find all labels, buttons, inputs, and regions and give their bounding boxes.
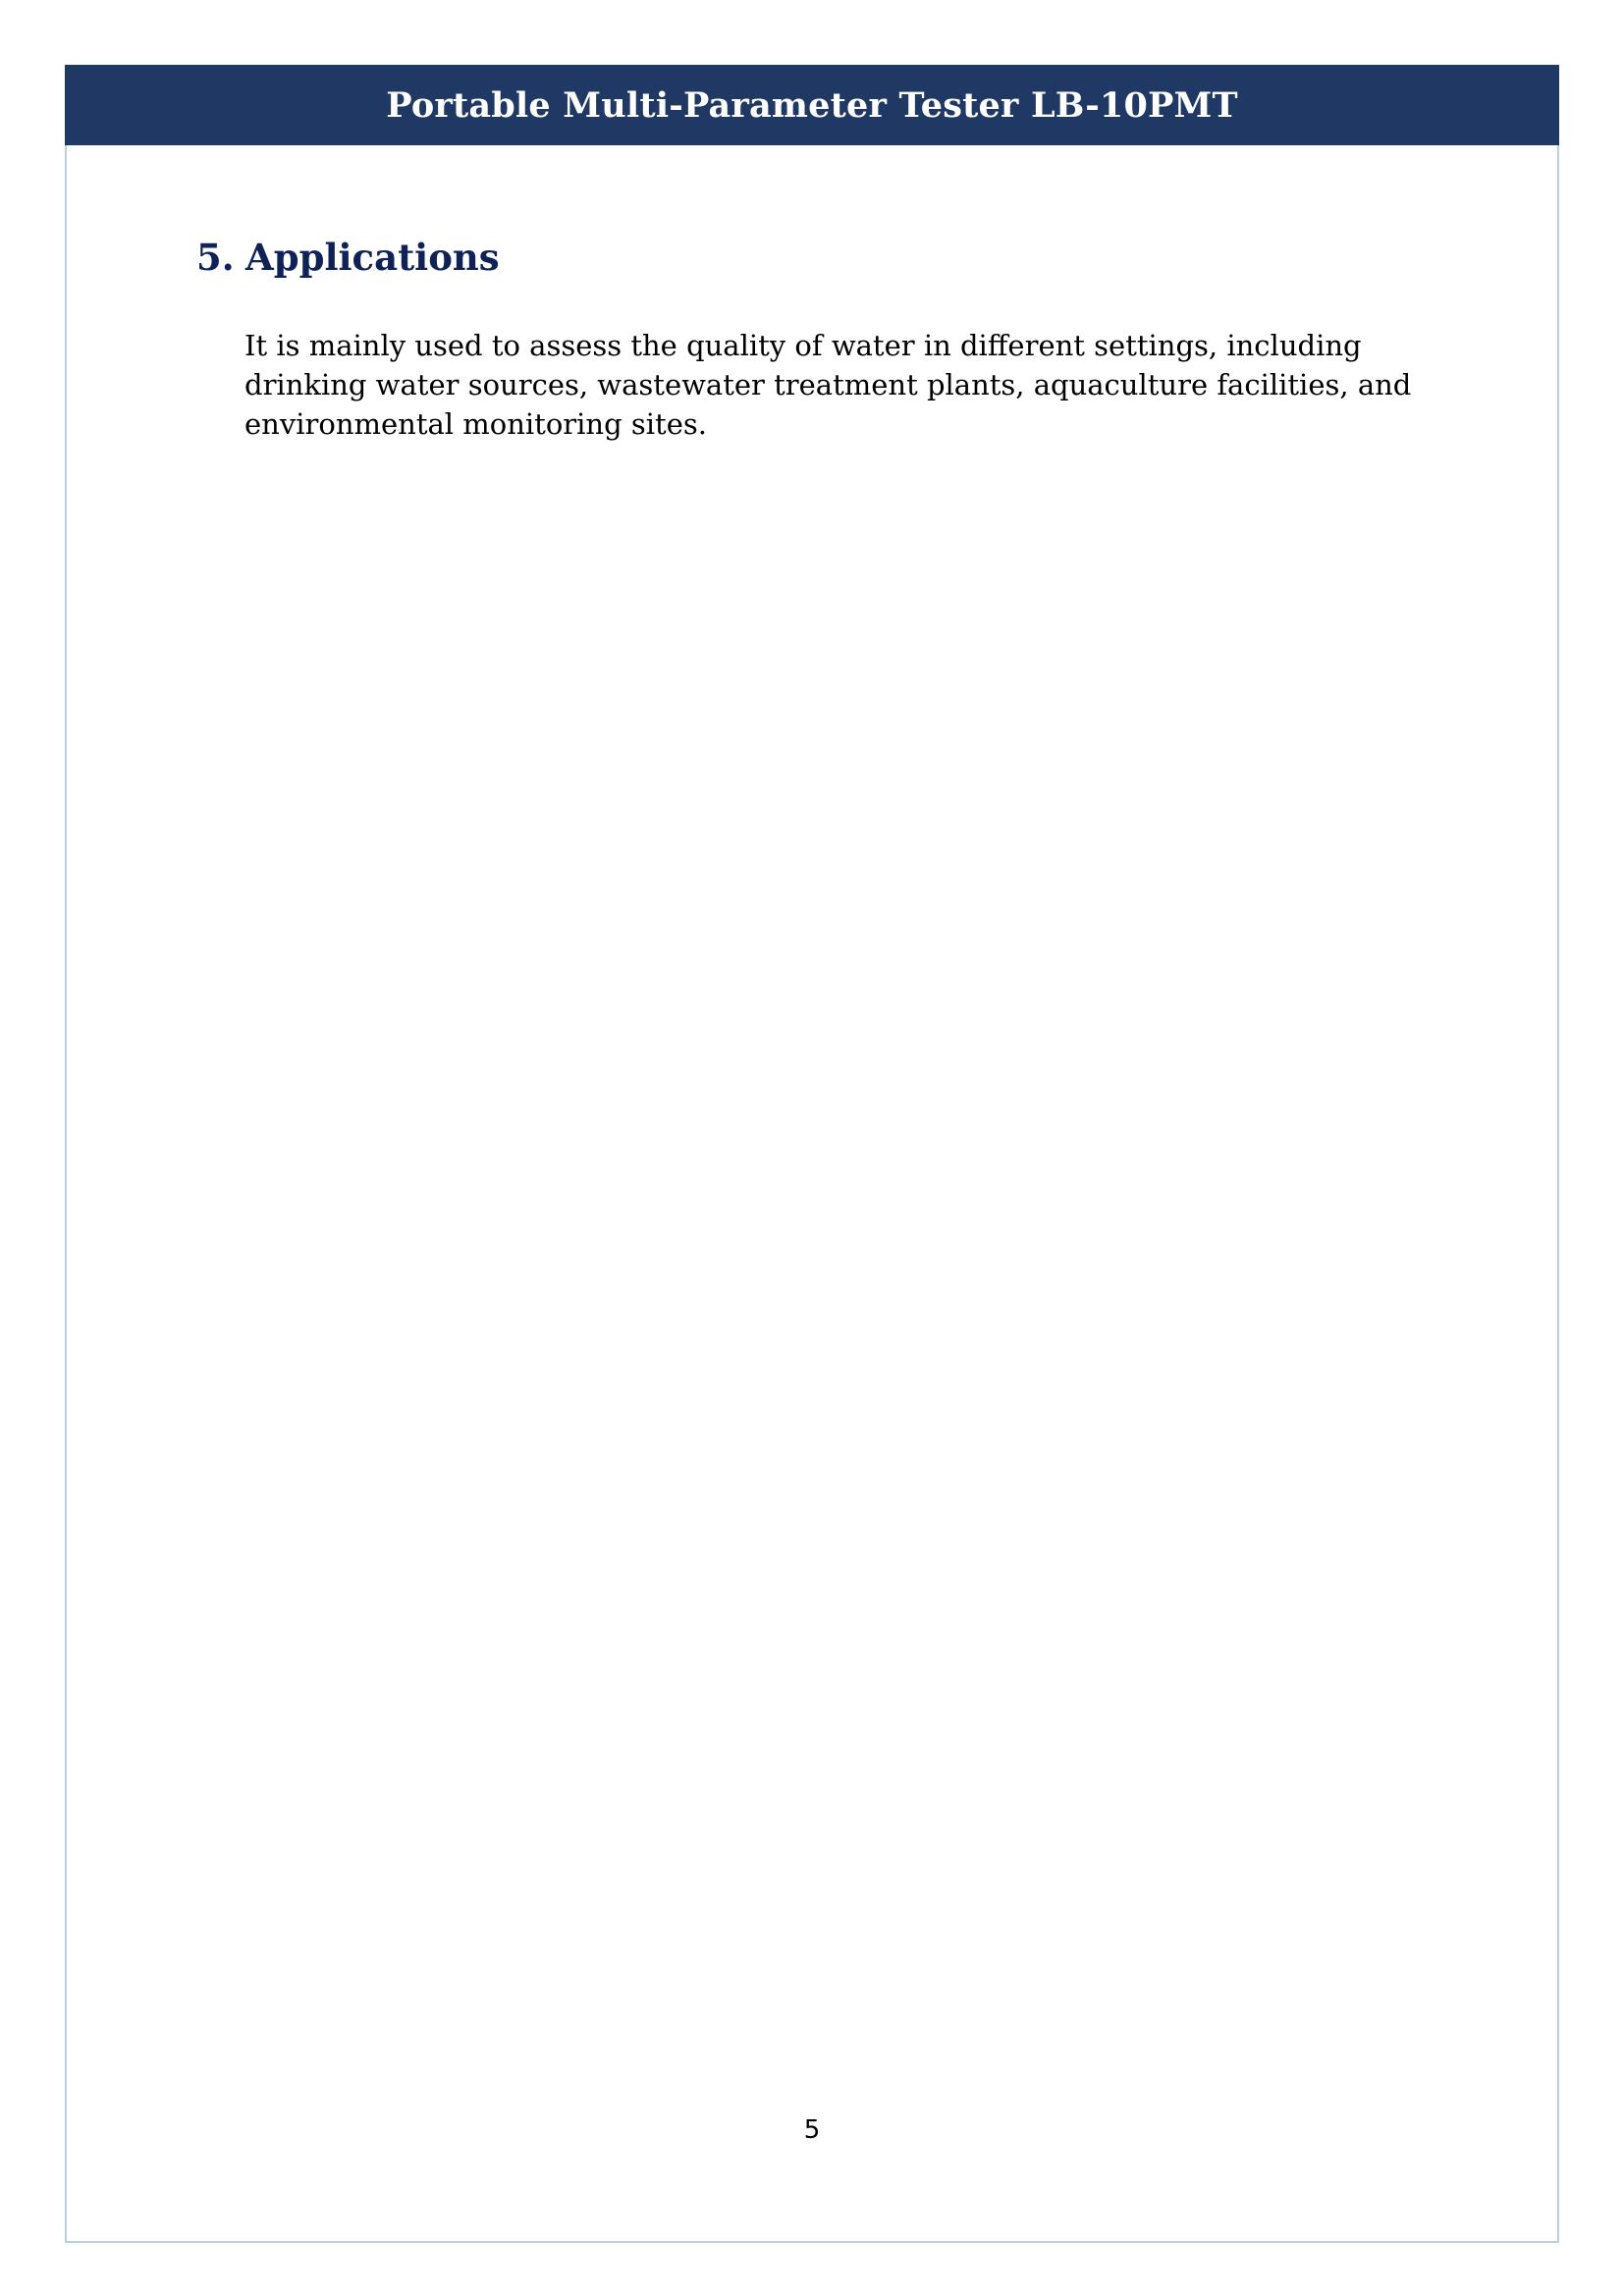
document-header <box>65 65 1559 145</box>
section-title: Applications <box>245 236 500 279</box>
page-number: 5 <box>803 2115 821 2145</box>
document-title: Portable Multi-Parameter Tester LB-10PMT <box>386 84 1238 126</box>
section-body-text: It is mainly used to assess the quality of water in different settings, including drinking water sources, wastewater treatment plants, aquaculture facilities, and environmental monitoring sites. <box>244 329 1412 441</box>
section-heading <box>196 228 500 287</box>
section-number: 5. <box>196 236 235 279</box>
